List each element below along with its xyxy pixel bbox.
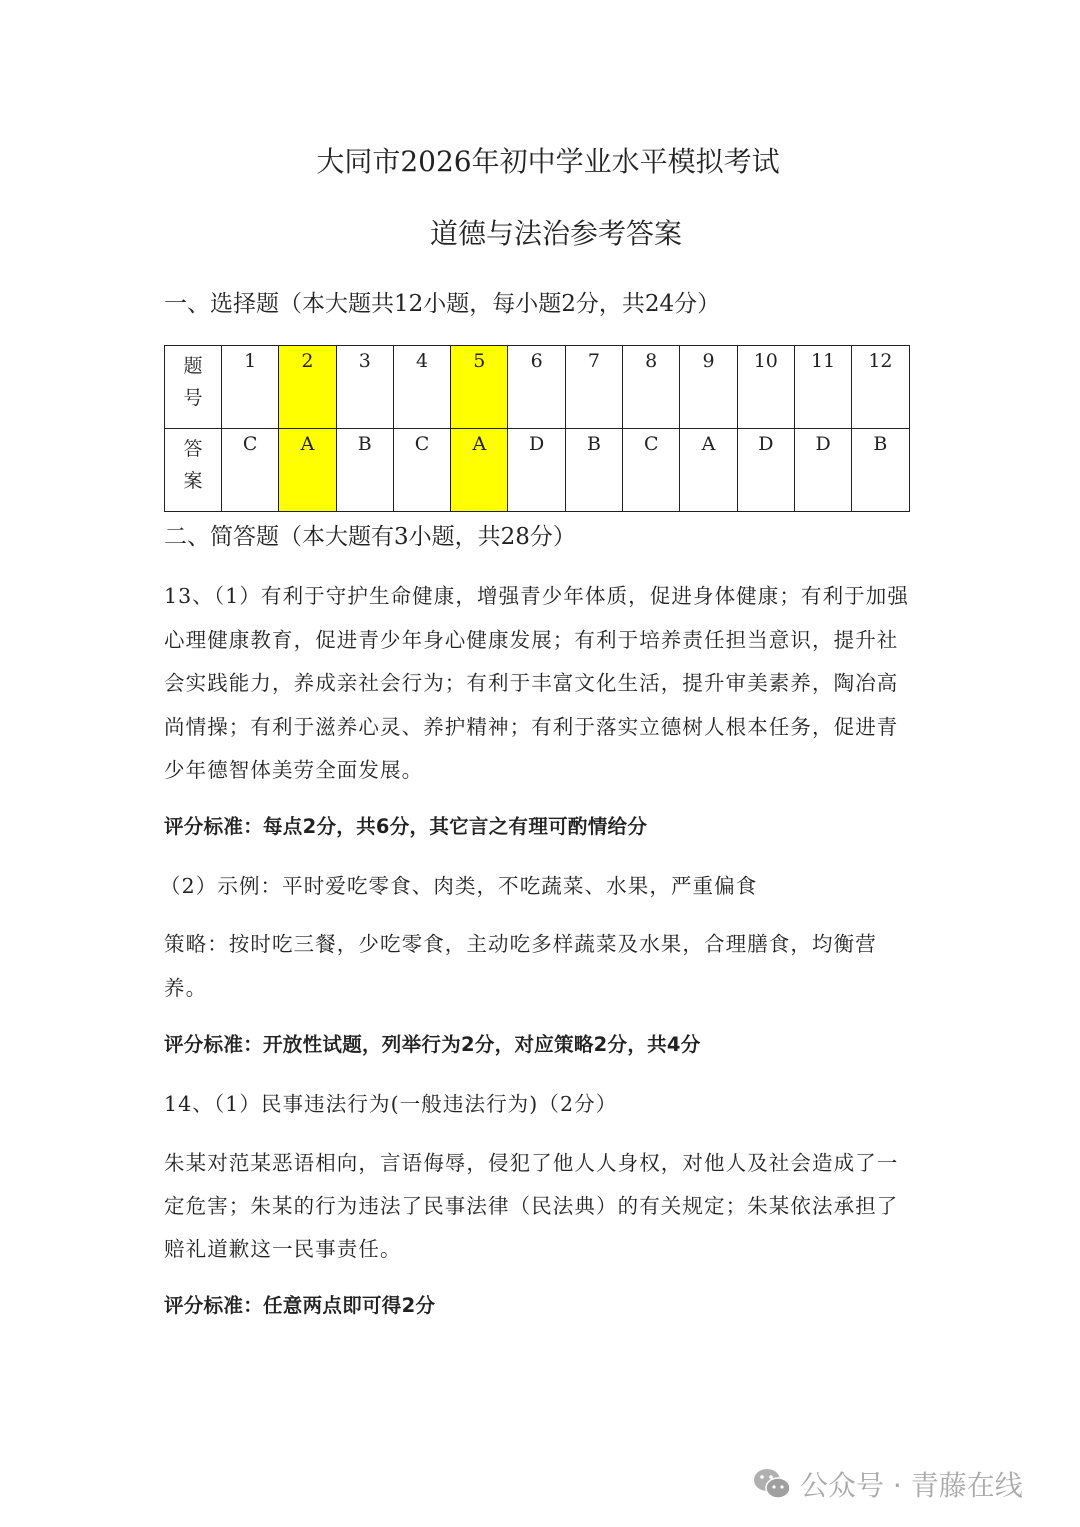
question-number-row: [165, 346, 910, 429]
q14-part1-answer: 14、（1）民事违法行为(一般违法行为)（2分）: [164, 1092, 618, 1116]
question-number-cell: 9: [680, 346, 737, 429]
section-heading-short-answer: 二、简答题（本大题有3小题，共28分）: [164, 524, 576, 550]
text-line: 心理健康教育，促进青少年身心健康发展；有利于培养责任担当意识，提升社: [164, 627, 899, 652]
wechat-icon: [752, 1467, 792, 1501]
answer-cell: B: [565, 429, 622, 512]
watermark: [752, 1464, 1023, 1504]
answer-cell: A: [451, 429, 508, 512]
question-number-cell: 2: [279, 346, 336, 429]
row-header-label: 题 号: [183, 355, 203, 409]
row-header-answer: [165, 429, 222, 512]
text-line: 定危害；朱某的行为违法了民事法律（民法典）的有关规定；朱某依法承担了: [164, 1194, 899, 1218]
question-number-cell: 12: [852, 346, 909, 429]
question-number-cell: 1: [222, 346, 279, 429]
question-number-cell: 4: [393, 346, 450, 429]
text-line: 策略：按时吃三餐，少吃零食，主动吃多样蔬菜及水果，合理膳食，均衡营: [164, 932, 877, 956]
answer-cell: C: [222, 429, 279, 512]
rubric-q13-2: 评分标准：开放性试题，列举行为2分，对应策略2分，共4分: [164, 1033, 701, 1056]
answer-cell: D: [508, 429, 565, 512]
answer-cell: B: [852, 429, 909, 512]
text-line: 少年德智体美劳全面发展。: [164, 758, 424, 782]
document-subtitle: 道德与法治参考答案: [429, 217, 682, 250]
answer-cell: A: [680, 429, 737, 512]
question-number-cell: 6: [508, 346, 565, 429]
section-heading-choice: 一、选择题（本大题共12小题，每小题2分，共24分）: [164, 291, 721, 317]
answer-row: [165, 429, 910, 512]
question-number-cell: 8: [623, 346, 680, 429]
answer-cell: C: [393, 429, 450, 512]
document-title: 大同市2026年初中学业水平模拟考试: [316, 145, 780, 178]
watermark-text: 公众号 · 青藤在线: [800, 1469, 1023, 1502]
text-line: 尚情操；有利于滋养心灵、养护精神；有利于落实立德树人根本任务，促进青: [164, 714, 899, 739]
answer-cell: D: [737, 429, 794, 512]
text-line: 养。: [164, 976, 208, 1000]
row-header-label: 答 案: [183, 438, 203, 492]
answer-cell: B: [336, 429, 393, 512]
question-number-cell: 10: [737, 346, 794, 429]
answer-table: [164, 345, 910, 512]
text-line: 会实践能力，养成亲社会行为；有利于丰富文化生活，提升审美素养，陶冶高: [164, 671, 899, 695]
text-line: 朱某对范某恶语相向，言语侮辱，侵犯了他人人身权，对他人及社会造成了一: [164, 1151, 899, 1175]
question-number-cell: 7: [565, 346, 622, 429]
question-number-cell: 11: [794, 346, 851, 429]
answer-cell: D: [794, 429, 851, 512]
answer-cell: C: [623, 429, 680, 512]
q13-part2-example: （2）示例：平时爱吃零食、肉类，不吃蔬菜、水果，严重偏食: [160, 874, 758, 898]
row-header-question: [165, 346, 222, 429]
answer-cell: A: [279, 429, 336, 512]
question-number-cell: 3: [336, 346, 393, 429]
text-line: 13、（1）有利于守护生命健康，增强青少年体质，促进身体健康；有利于加强: [164, 584, 909, 608]
rubric-q14-1: 评分标准：任意两点即可得2分: [164, 1294, 436, 1317]
rubric-q13-1: 评分标准：每点2分，共6分，其它言之有理可酌情给分: [164, 815, 648, 838]
question-number-cell: 5: [451, 346, 508, 429]
text-line: 赔礼道歉这一民事责任。: [164, 1237, 402, 1261]
